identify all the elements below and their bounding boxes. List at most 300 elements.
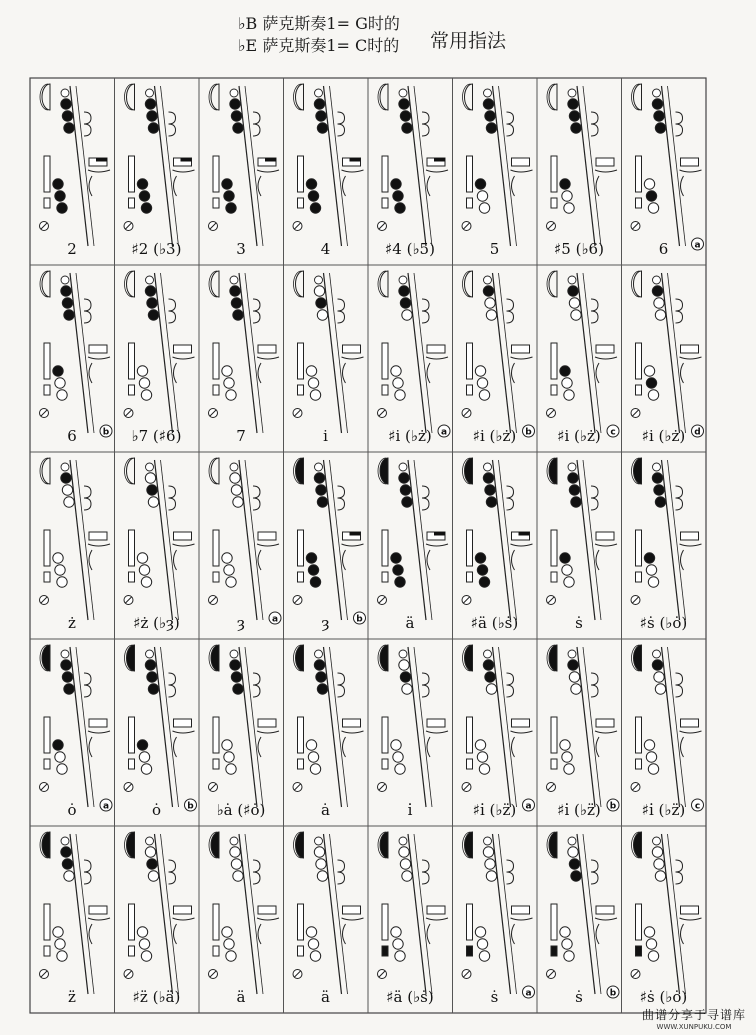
side-key-arc [257, 170, 279, 172]
left-hand-key [231, 859, 241, 869]
low-key-arc [343, 924, 346, 944]
right-hand-key [53, 366, 63, 376]
fingering-cell [124, 84, 195, 258]
low-key-arc [174, 176, 177, 196]
fingering-cell [209, 458, 282, 632]
right-hand-key [475, 179, 485, 189]
right-hand-key [222, 179, 232, 189]
left-hand-key [233, 497, 243, 507]
variant-tag: c [694, 801, 701, 812]
note-label: ṡ [575, 988, 583, 1006]
low-key-arc [427, 924, 430, 944]
right-hand-key [137, 740, 147, 750]
right-hand-key [137, 927, 147, 937]
left-pinky-key [382, 198, 388, 208]
octave-key [127, 645, 135, 671]
left-hand-key [316, 859, 326, 869]
right-hand-key [224, 191, 234, 201]
left-hand-key [400, 859, 410, 869]
left-pinky-table [298, 343, 304, 379]
left-pinky-key [298, 385, 304, 395]
fingering-cell [293, 271, 364, 445]
fingering-cell [293, 84, 364, 258]
left-hand-key [568, 473, 578, 483]
left-hand-key [399, 847, 409, 857]
palm-keys [338, 299, 345, 323]
right-hand-key [564, 951, 574, 961]
right-hand-key [308, 752, 318, 762]
fingering-cell [124, 458, 195, 632]
right-hand-key [55, 191, 65, 201]
palm-keys [84, 112, 91, 136]
fingering-cell [40, 645, 113, 819]
left-pinky-table [213, 530, 219, 566]
side-key-bar [427, 345, 445, 353]
right-hand-key [308, 378, 318, 388]
side-key-arc [257, 544, 279, 546]
note-label: ♯ṡ (♭ȯ) [639, 988, 688, 1006]
left-hand-key [571, 497, 581, 507]
left-pinky-table [467, 717, 473, 753]
right-hand-key [477, 752, 487, 762]
left-pinky-key [44, 759, 50, 769]
right-hand-key [395, 951, 405, 961]
note-label: 6 [658, 240, 669, 258]
left-hand-key [64, 684, 74, 694]
octave-key [549, 84, 557, 110]
front-f-key [568, 463, 576, 471]
octave-key [634, 832, 642, 858]
right-hand-key [646, 378, 656, 388]
note-label: ȯ [67, 801, 77, 819]
side-key-pressed [350, 532, 361, 536]
front-f-key [568, 89, 576, 97]
right-hand-key [479, 764, 489, 774]
left-hand-key [62, 485, 72, 495]
low-key-arc [512, 176, 515, 196]
low-key-arc [512, 550, 515, 570]
palm-keys [338, 112, 345, 136]
side-key-arc [680, 357, 702, 359]
low-key-arc [427, 550, 430, 570]
octave-key [42, 84, 50, 110]
right-hand-key [310, 390, 320, 400]
left-hand-key [402, 871, 412, 881]
left-hand-key [654, 111, 664, 121]
side-key-bar [681, 158, 699, 166]
front-f-key [146, 837, 154, 845]
side-key-arc [511, 544, 533, 546]
low-key-arc [512, 737, 515, 757]
fingering-cell [547, 832, 620, 1006]
low-key-arc [89, 363, 92, 383]
side-key-arc [342, 918, 364, 920]
left-hand-key [61, 660, 71, 670]
left-pinky-table [298, 530, 304, 566]
note-label: z̈ [68, 988, 76, 1006]
fingering-cell [378, 271, 451, 445]
left-pinky-key [551, 572, 557, 582]
fingering-cell [462, 832, 535, 1006]
left-hand-key [317, 497, 327, 507]
left-hand-key [655, 310, 665, 320]
note-label: ♯ṡ (♭ȯ) [639, 614, 688, 632]
right-hand-key [308, 939, 318, 949]
palm-keys [169, 299, 176, 323]
left-pinky-key [467, 946, 473, 956]
side-key-bar [512, 719, 530, 727]
left-pinky-table [551, 904, 557, 940]
side-key-bar [596, 345, 614, 353]
left-pinky-key [551, 385, 557, 395]
left-hand-key [314, 473, 324, 483]
octave-key [634, 84, 642, 110]
note-label: ♯2 (♭3) [131, 240, 182, 258]
front-f-key [146, 463, 154, 471]
left-pinky-key [636, 198, 642, 208]
octave-key [465, 271, 473, 297]
left-hand-key [486, 684, 496, 694]
side-key-arc [680, 918, 702, 920]
right-hand-key [479, 577, 489, 587]
right-hand-key [395, 203, 405, 213]
side-key-arc [511, 731, 533, 733]
left-hand-key [400, 485, 410, 495]
side-key-pressed [434, 532, 445, 536]
low-key-arc [681, 176, 684, 196]
front-f-key [61, 276, 69, 284]
watermark-url: WWW.XUNPUKU.COM [656, 1023, 732, 1031]
note-label: ♯i (♭ż) [557, 427, 601, 445]
right-hand-key [137, 366, 147, 376]
front-f-key [315, 650, 323, 658]
left-pinky-table [551, 156, 557, 192]
note-label: ṡ [575, 614, 583, 632]
right-hand-key [55, 939, 65, 949]
low-key-arc [427, 363, 430, 383]
side-key-arc [88, 918, 110, 920]
left-pinky-key [129, 572, 135, 582]
palm-keys [422, 860, 429, 884]
right-hand-key [57, 764, 67, 774]
palm-keys [169, 112, 176, 136]
left-hand-key [231, 672, 241, 682]
note-label: i̇̇ [407, 801, 413, 819]
fingering-cell [378, 645, 449, 819]
left-pinky-table [551, 343, 557, 379]
side-key-arc [426, 918, 448, 920]
left-hand-key [483, 99, 493, 109]
left-hand-key [402, 123, 412, 133]
left-pinky-table [44, 717, 50, 753]
side-key-arc [511, 918, 533, 920]
left-hand-key [399, 473, 409, 483]
left-pinky-table [636, 717, 642, 753]
right-hand-key [646, 939, 656, 949]
note-label: 5 [489, 240, 500, 258]
fingering-cell [124, 645, 197, 819]
right-hand-key [562, 565, 572, 575]
note-label: ż [68, 614, 76, 632]
right-hand-key [310, 203, 320, 213]
low-key-arc [343, 363, 346, 383]
left-pinky-key [382, 946, 388, 956]
fingering-cell [209, 84, 280, 258]
right-hand-key [137, 179, 147, 189]
right-hand-key [310, 577, 320, 587]
right-hand-key [560, 553, 570, 563]
side-key-bar [596, 719, 614, 727]
left-pinky-table [467, 530, 473, 566]
octave-key [549, 645, 557, 671]
right-hand-key [562, 191, 572, 201]
side-key-bar [89, 532, 107, 540]
left-pinky-key [467, 572, 473, 582]
right-hand-key [222, 740, 232, 750]
left-hand-key [147, 111, 157, 121]
right-hand-key [53, 553, 63, 563]
octave-key [465, 832, 473, 858]
side-key-arc [257, 918, 279, 920]
fingering-cell [293, 645, 364, 819]
left-pinky-key [213, 946, 219, 956]
left-hand-key [148, 684, 158, 694]
left-hand-key [148, 871, 158, 881]
fingering-cell [631, 271, 704, 445]
fingering-cell [124, 832, 195, 1006]
variant-tag: b [609, 988, 617, 999]
palm-keys [422, 486, 429, 510]
left-pinky-table [382, 343, 388, 379]
variant-tag: b [102, 427, 110, 438]
variant-tag: c [610, 427, 616, 438]
left-pinky-table [213, 717, 219, 753]
palm-keys [507, 112, 514, 136]
right-hand-key [222, 553, 232, 563]
right-hand-key [391, 553, 401, 563]
left-hand-key [485, 111, 495, 121]
left-hand-key [483, 473, 493, 483]
fingering-cell [40, 271, 113, 445]
front-f-key [568, 837, 576, 845]
left-pinky-key [467, 385, 473, 395]
low-key-arc [681, 363, 684, 383]
left-hand-key [569, 485, 579, 495]
low-key-arc [343, 550, 346, 570]
left-hand-key [485, 485, 495, 495]
side-key-pressed [350, 158, 361, 162]
left-pinky-key [129, 198, 135, 208]
left-pinky-key [213, 759, 219, 769]
right-hand-key [477, 191, 487, 201]
right-hand-key [395, 390, 405, 400]
note-label: 4 [320, 240, 331, 258]
front-f-key [484, 463, 492, 471]
side-key-arc [173, 170, 195, 172]
left-pinky-table [213, 343, 219, 379]
front-f-key [146, 650, 154, 658]
fingering-cell [209, 832, 280, 1006]
octave-key [380, 832, 388, 858]
right-hand-key [646, 565, 656, 575]
fingering-cell [631, 832, 702, 1006]
left-hand-key [316, 485, 326, 495]
note-label: 2 [67, 240, 77, 258]
right-hand-key [564, 203, 574, 213]
right-hand-key [477, 378, 487, 388]
right-hand-key [479, 951, 489, 961]
left-pinky-table [129, 156, 135, 192]
front-f-key [399, 276, 407, 284]
left-hand-key [486, 871, 496, 881]
right-hand-key [564, 764, 574, 774]
fingering-cell [378, 832, 449, 1006]
left-hand-key [145, 847, 155, 857]
right-hand-key [648, 390, 658, 400]
left-hand-key [148, 310, 158, 320]
left-hand-key [148, 123, 158, 133]
side-key-arc [257, 357, 279, 359]
fingering-cell [378, 84, 449, 258]
left-hand-key [316, 111, 326, 121]
left-hand-key [145, 660, 155, 670]
left-hand-key [147, 485, 157, 495]
front-f-key [61, 463, 69, 471]
left-pinky-key [636, 759, 642, 769]
left-pinky-table [129, 530, 135, 566]
side-key-bar [596, 906, 614, 914]
left-hand-key [147, 859, 157, 869]
palm-keys [422, 112, 429, 136]
palm-keys [422, 299, 429, 323]
left-hand-key [62, 111, 72, 121]
note-label: 3 [236, 240, 246, 258]
left-pinky-key [44, 198, 50, 208]
left-hand-key [568, 99, 578, 109]
left-pinky-key [636, 385, 642, 395]
title-line-eb-sax: ♭E 萨克斯奏1= C时的 [238, 36, 400, 55]
left-hand-key [62, 298, 72, 308]
left-pinky-key [467, 759, 473, 769]
right-hand-key [560, 179, 570, 189]
right-hand-key [306, 366, 316, 376]
octave-key [549, 832, 557, 858]
left-pinky-key [298, 572, 304, 582]
front-f-key [399, 837, 407, 845]
left-hand-key [483, 286, 493, 296]
right-hand-key [306, 553, 316, 563]
right-hand-key [475, 927, 485, 937]
left-hand-key [314, 99, 324, 109]
side-key-arc [511, 357, 533, 359]
side-key-pressed [434, 158, 445, 162]
front-f-key [484, 650, 492, 658]
note-label: ♯i (♭ż) [641, 427, 686, 445]
left-hand-key [233, 684, 243, 694]
side-key-arc [426, 357, 448, 359]
left-pinky-key [213, 385, 219, 395]
low-key-arc [596, 363, 599, 383]
left-hand-key [317, 684, 327, 694]
side-key-bar [681, 345, 699, 353]
right-hand-key [562, 752, 572, 762]
front-f-key [484, 837, 492, 845]
front-f-key [315, 463, 323, 471]
front-f-key [315, 276, 323, 284]
octave-key [211, 832, 219, 858]
front-f-key [653, 650, 661, 658]
left-pinky-key [298, 946, 304, 956]
left-hand-key [233, 310, 243, 320]
left-pinky-table [636, 904, 642, 940]
octave-key [549, 271, 557, 297]
front-f-key [230, 837, 238, 845]
right-hand-key [475, 553, 485, 563]
left-pinky-table [129, 717, 135, 753]
left-pinky-key [44, 385, 50, 395]
left-pinky-key [551, 759, 557, 769]
octave-key [549, 458, 557, 484]
note-label: ♯5 (♭6) [554, 240, 604, 258]
fingering-cell [293, 832, 364, 1006]
side-key-bar [258, 906, 276, 914]
fingering-cell [209, 271, 280, 445]
right-hand-key [141, 764, 151, 774]
side-key-arc [88, 357, 110, 359]
side-key-arc [426, 544, 448, 546]
right-hand-key [226, 764, 236, 774]
note-label: ♯i̇̇ (♭z̈) [641, 801, 686, 819]
right-hand-key [391, 366, 401, 376]
left-hand-key [569, 298, 579, 308]
right-hand-key [479, 203, 489, 213]
note-label: ȧ [321, 801, 330, 819]
octave-key [127, 84, 135, 110]
front-f-key [315, 89, 323, 97]
note-label: i [323, 427, 328, 445]
side-key-arc [595, 170, 617, 172]
left-pinky-table [636, 156, 642, 192]
front-f-key [399, 89, 407, 97]
side-key-arc [88, 170, 110, 172]
low-key-arc [596, 550, 599, 570]
right-hand-key [391, 927, 401, 937]
right-hand-key [141, 577, 151, 587]
left-hand-key [148, 497, 158, 507]
left-hand-key [486, 497, 496, 507]
octave-key [465, 458, 473, 484]
left-hand-key [652, 473, 662, 483]
octave-key [380, 645, 388, 671]
front-f-key [146, 89, 154, 97]
note-label: ṡ [490, 988, 499, 1006]
right-hand-key [395, 577, 405, 587]
left-pinky-table [551, 717, 557, 753]
right-hand-key [475, 366, 485, 376]
side-key-bar [89, 345, 107, 353]
left-hand-key [569, 859, 579, 869]
low-key-arc [89, 737, 92, 757]
left-hand-key [230, 99, 240, 109]
right-hand-key [139, 939, 149, 949]
left-pinky-key [44, 572, 50, 582]
side-key-bar [258, 719, 276, 727]
right-hand-key [55, 752, 65, 762]
variant-tag: a [525, 988, 532, 999]
front-f-key [61, 650, 69, 658]
front-f-key [399, 463, 407, 471]
left-hand-key [230, 847, 240, 857]
